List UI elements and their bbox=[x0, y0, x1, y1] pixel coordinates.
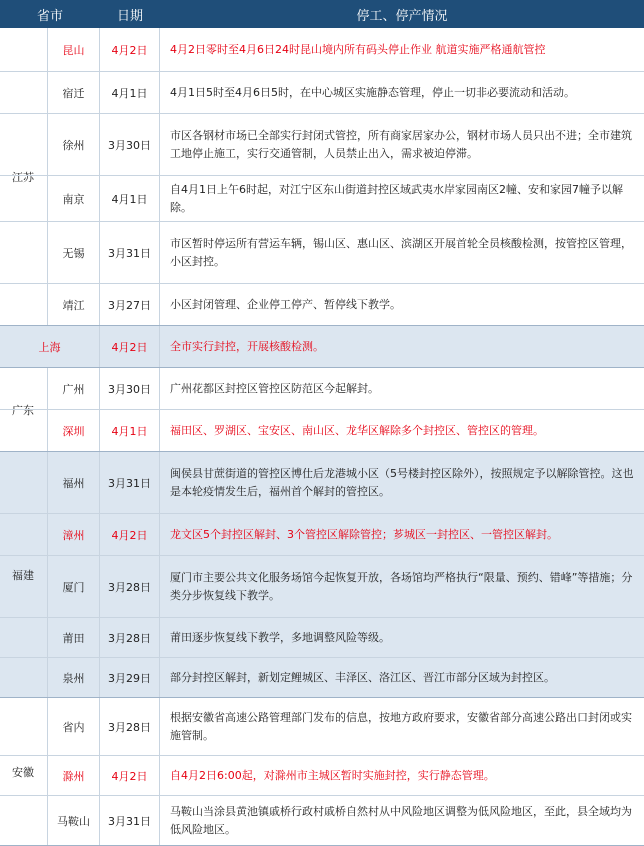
date-cell bbox=[100, 368, 160, 410]
situation-cell bbox=[160, 618, 644, 658]
situation-text: 小区封闭管理、企业停工停产、暂停线下教学。 bbox=[170, 298, 401, 311]
province-label: 上海 bbox=[38, 341, 61, 354]
date-cell bbox=[100, 618, 160, 658]
date-cell bbox=[100, 796, 160, 846]
city-cell bbox=[48, 222, 100, 284]
province-label: 安徽 bbox=[12, 766, 34, 779]
header-date-label: 日期 bbox=[116, 8, 143, 24]
date-label: 4月2日 bbox=[111, 44, 148, 57]
city-label: 靖江 bbox=[62, 299, 85, 312]
city-label: 福州 bbox=[62, 477, 85, 490]
city-cell bbox=[48, 514, 100, 556]
situation-cell bbox=[160, 410, 644, 452]
date-cell bbox=[100, 410, 160, 452]
situation-cell bbox=[160, 72, 644, 114]
situation-text: 厦门市主要公共文化服务场馆今起恢复开放，各场馆均严格执行“限量、预约、错峰”等措施；分类分步恢复线下教学。 bbox=[170, 571, 633, 602]
situation-cell bbox=[160, 222, 644, 284]
situation-text: 根据安徽省高速公路管理部门发布的信息，按地方政府要求，安徽省部分高速公路出口封闭或实施管制。 bbox=[170, 711, 632, 742]
date-label: 3月30日 bbox=[108, 383, 151, 396]
province-label: 福建 bbox=[12, 569, 34, 582]
situation-text: 闽侯县甘蔗街道的管控区博仕后龙港城小区（5号楼封控区除外），按照规定予以解除管控。这也是本轮疫情发生后，福州首个解封的管控区。 bbox=[170, 467, 634, 498]
situation-text: 马鞍山当涂县黄池镇戚桥行政村戚桥自然村从中风险地区调整为低风险地区，至此，县全域均为低风险地区。 bbox=[170, 805, 632, 836]
situation-cell bbox=[160, 658, 644, 698]
city-label: 昆山 bbox=[62, 44, 85, 57]
city-cell bbox=[48, 618, 100, 658]
date-cell bbox=[100, 514, 160, 556]
province-label: 江苏 bbox=[12, 171, 34, 184]
city-cell bbox=[48, 72, 100, 114]
situation-cell bbox=[160, 452, 644, 514]
situation-text: 龙文区5个封控区解封、3个管控区解除管控；芗城区一封控区、一管控区解封。 bbox=[170, 528, 558, 541]
city-cell bbox=[48, 796, 100, 846]
city-cell bbox=[48, 28, 100, 72]
city-label: 泉州 bbox=[62, 672, 85, 685]
situation-text: 福田区、罗湖区、宝安区、南山区、龙华区解除多个封控区、管控区的管理。 bbox=[170, 424, 544, 437]
situation-cell bbox=[160, 756, 644, 796]
province-label: 广东 bbox=[12, 404, 34, 417]
situation-text: 自4月1日上午6时起，对江宁区东山街道封控区域武夷水岸家园南区2幢、安和家园7幢予以解除。 bbox=[170, 183, 623, 214]
city-label: 莆田 bbox=[62, 632, 85, 645]
city-label: 深圳 bbox=[62, 425, 85, 438]
city-cell bbox=[48, 658, 100, 698]
city-label: 滁州 bbox=[62, 770, 85, 783]
city-cell bbox=[48, 176, 100, 222]
date-cell bbox=[100, 284, 160, 326]
city-cell bbox=[48, 368, 100, 410]
date-label: 3月31日 bbox=[108, 815, 151, 828]
city-label: 广州 bbox=[62, 383, 85, 396]
date-label: 4月2日 bbox=[111, 341, 148, 354]
city-cell bbox=[48, 756, 100, 796]
situation-text: 莆田逐步恢复线下教学，多地调整风险等级。 bbox=[170, 631, 390, 644]
date-cell bbox=[100, 698, 160, 756]
situation-cell bbox=[160, 698, 644, 756]
situation-cell bbox=[160, 326, 644, 368]
date-cell bbox=[100, 176, 160, 222]
situation-text: 市区各钢材市场已全部实行封闭式管控，所有商家居家办公，钢材市场人员只出不进；全市建筑工地停止施工，实行交通管制，人员禁止出入，需求被迫停滞。 bbox=[170, 129, 632, 160]
date-label: 4月2日 bbox=[111, 529, 148, 542]
situation-text: 部分封控区解封，新划定鲤城区、丰泽区、洛江区、晋江市部分区域为封控区。 bbox=[170, 671, 555, 684]
date-cell bbox=[100, 114, 160, 176]
date-cell bbox=[100, 756, 160, 796]
header-situation-label: 停工、停产情况 bbox=[356, 8, 448, 24]
city-cell bbox=[48, 452, 100, 514]
situation-cell bbox=[160, 28, 644, 72]
situation-text: 自4月2日6:00起，对滁州市主城区暂时实施封控，实行静态管理。 bbox=[170, 769, 495, 782]
city-label: 马鞍山 bbox=[57, 815, 90, 828]
situation-text: 4月1日5时至4月6日5时，在中心城区实施静态管理，停止一切非必要流动和活动。 bbox=[170, 86, 575, 99]
date-label: 3月27日 bbox=[108, 299, 151, 312]
date-label: 3月30日 bbox=[108, 139, 151, 152]
date-label: 4月2日 bbox=[111, 770, 148, 783]
date-label: 3月28日 bbox=[108, 632, 151, 645]
city-label: 省内 bbox=[62, 721, 85, 734]
city-cell bbox=[48, 114, 100, 176]
city-label: 厦门 bbox=[62, 581, 85, 594]
province-cell bbox=[0, 326, 100, 368]
city-cell bbox=[48, 410, 100, 452]
date-cell bbox=[100, 658, 160, 698]
date-label: 3月31日 bbox=[108, 247, 151, 260]
city-label: 南京 bbox=[62, 193, 85, 206]
city-label: 无锡 bbox=[62, 247, 85, 260]
header-province-label: 省市 bbox=[36, 8, 63, 24]
city-label: 漳州 bbox=[62, 529, 85, 542]
date-label: 3月28日 bbox=[108, 581, 151, 594]
city-label: 宿迁 bbox=[62, 87, 85, 100]
city-cell bbox=[48, 556, 100, 618]
city-cell bbox=[48, 698, 100, 756]
date-cell bbox=[100, 452, 160, 514]
date-label: 3月29日 bbox=[108, 672, 151, 685]
date-cell bbox=[100, 556, 160, 618]
city-label: 徐州 bbox=[62, 139, 85, 152]
date-label: 4月1日 bbox=[111, 425, 148, 438]
date-label: 3月31日 bbox=[108, 477, 151, 490]
situation-cell bbox=[160, 796, 644, 846]
situation-text: 全市实行封控，开展核酸检测。 bbox=[170, 340, 324, 353]
situation-text: 广州花都区封控区管控区防范区今起解封。 bbox=[170, 382, 379, 395]
date-label: 4月1日 bbox=[111, 193, 148, 206]
situation-cell bbox=[160, 514, 644, 556]
situation-cell bbox=[160, 114, 644, 176]
date-cell bbox=[100, 28, 160, 72]
date-label: 3月28日 bbox=[108, 721, 151, 734]
situation-cell bbox=[160, 176, 644, 222]
city-cell bbox=[48, 284, 100, 326]
date-label: 4月1日 bbox=[111, 87, 148, 100]
situation-cell bbox=[160, 556, 644, 618]
situation-text: 4月2日零时至4月6日24时昆山境内所有码头停止作业 航道实施严格通航管控 bbox=[170, 43, 546, 56]
date-cell bbox=[100, 326, 160, 368]
situation-cell bbox=[160, 284, 644, 326]
date-cell bbox=[100, 72, 160, 114]
situation-cell bbox=[160, 368, 644, 410]
situation-text: 市区暂时停运所有营运车辆，锡山区、惠山区、滨湖区开展首轮全员核酸检测，按管控区管理，小区封控。 bbox=[170, 237, 632, 268]
date-cell bbox=[100, 222, 160, 284]
